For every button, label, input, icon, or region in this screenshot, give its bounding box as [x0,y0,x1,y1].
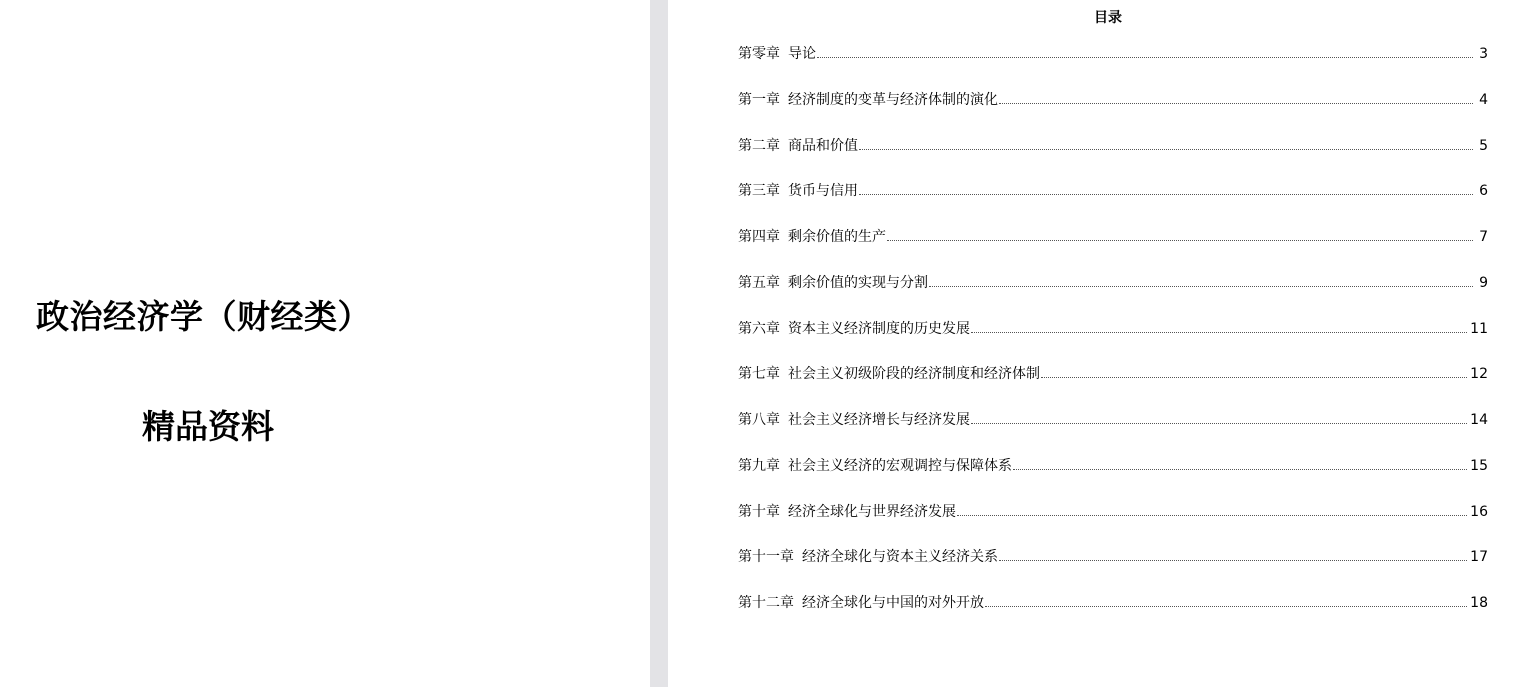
toc-title-text: 资本主义经济制度的历史发展 [788,320,970,337]
toc-chapter: 第零章 [738,46,780,62]
toc-item[interactable] [738,273,1488,319]
toc-page-number: 7 [1479,229,1488,245]
toc-leader [929,273,1473,287]
document-subtitle: 精品资料 [142,407,274,446]
toc-item[interactable] [738,181,1488,227]
toc-page-number: 3 [1479,46,1488,62]
toc-title: 目录 [1094,10,1122,26]
document-title: 政治经济学（财经类） [36,297,371,336]
toc-item[interactable] [738,136,1488,182]
toc-item[interactable] [738,502,1488,548]
toc-title-text: 商品和价值 [788,137,858,154]
toc-leader [999,547,1467,561]
toc-chapter: 第八章 [738,412,780,428]
toc-title-text: 社会主义经济的宏观调控与保障体系 [788,457,1012,474]
toc-page-number: 15 [1470,457,1488,474]
toc-leader [985,593,1467,607]
toc-chapter: 第三章 [738,183,780,200]
toc-chapter: 第四章 [738,229,780,245]
toc-chapter: 第十章 [738,503,780,520]
toc-leader [971,410,1467,424]
toc-leader [1013,456,1467,470]
toc-page [668,0,1518,687]
toc-item[interactable] [738,547,1488,593]
toc-leader [859,136,1473,150]
toc-page-number: 11 [1470,320,1488,337]
toc-title-text: 货币与信用 [788,183,858,200]
toc-title-text: 剩余价值的实现与分割 [788,274,928,291]
toc-item[interactable] [738,44,1488,90]
toc-title-text: 经济全球化与资本主义经济关系 [802,549,998,566]
toc-page-number: 12 [1470,366,1488,383]
toc-chapter: 第十一章 [738,549,794,566]
toc-leader [999,90,1473,104]
toc-title-text: 导论 [788,46,816,62]
toc-leader [971,319,1467,333]
toc-page-number: 18 [1470,595,1488,611]
toc-page-number: 5 [1479,137,1488,154]
toc-leader [1041,364,1467,378]
toc-leader [817,44,1473,58]
toc-item[interactable] [738,227,1488,273]
toc-page-number: 17 [1470,549,1488,566]
toc-page-number: 16 [1470,503,1488,520]
page-gap [650,0,668,687]
toc-title-text: 剩余价值的生产 [788,229,886,245]
toc-leader [887,227,1473,241]
toc-title-text: 社会主义初级阶段的经济制度和经济体制 [788,366,1040,383]
toc-leader [957,502,1467,516]
toc-leader [859,181,1473,195]
toc-page-number: 6 [1479,183,1488,200]
toc-chapter: 第七章 [738,366,780,383]
toc-title-text: 经济制度的变革与经济体制的演化 [788,91,998,108]
toc-title-text: 经济全球化与世界经济发展 [788,503,956,520]
toc-chapter: 第六章 [738,320,780,337]
toc-list [738,44,1488,639]
toc-title-text: 经济全球化与中国的对外开放 [802,595,984,611]
toc-item[interactable] [738,364,1488,410]
toc-chapter: 第一章 [738,91,780,108]
toc-item[interactable] [738,593,1488,639]
toc-item[interactable] [738,410,1488,456]
toc-item[interactable] [738,90,1488,136]
toc-chapter: 第十二章 [738,595,794,611]
toc-page-number: 4 [1479,91,1488,108]
toc-item[interactable] [738,319,1488,365]
toc-chapter: 第二章 [738,137,780,154]
toc-chapter: 第九章 [738,457,780,474]
toc-item[interactable] [738,456,1488,502]
toc-page-number: 9 [1479,274,1488,291]
toc-title-text: 社会主义经济增长与经济发展 [788,412,970,428]
cover-page [0,0,650,687]
toc-page-number: 14 [1470,412,1488,428]
toc-chapter: 第五章 [738,274,780,291]
